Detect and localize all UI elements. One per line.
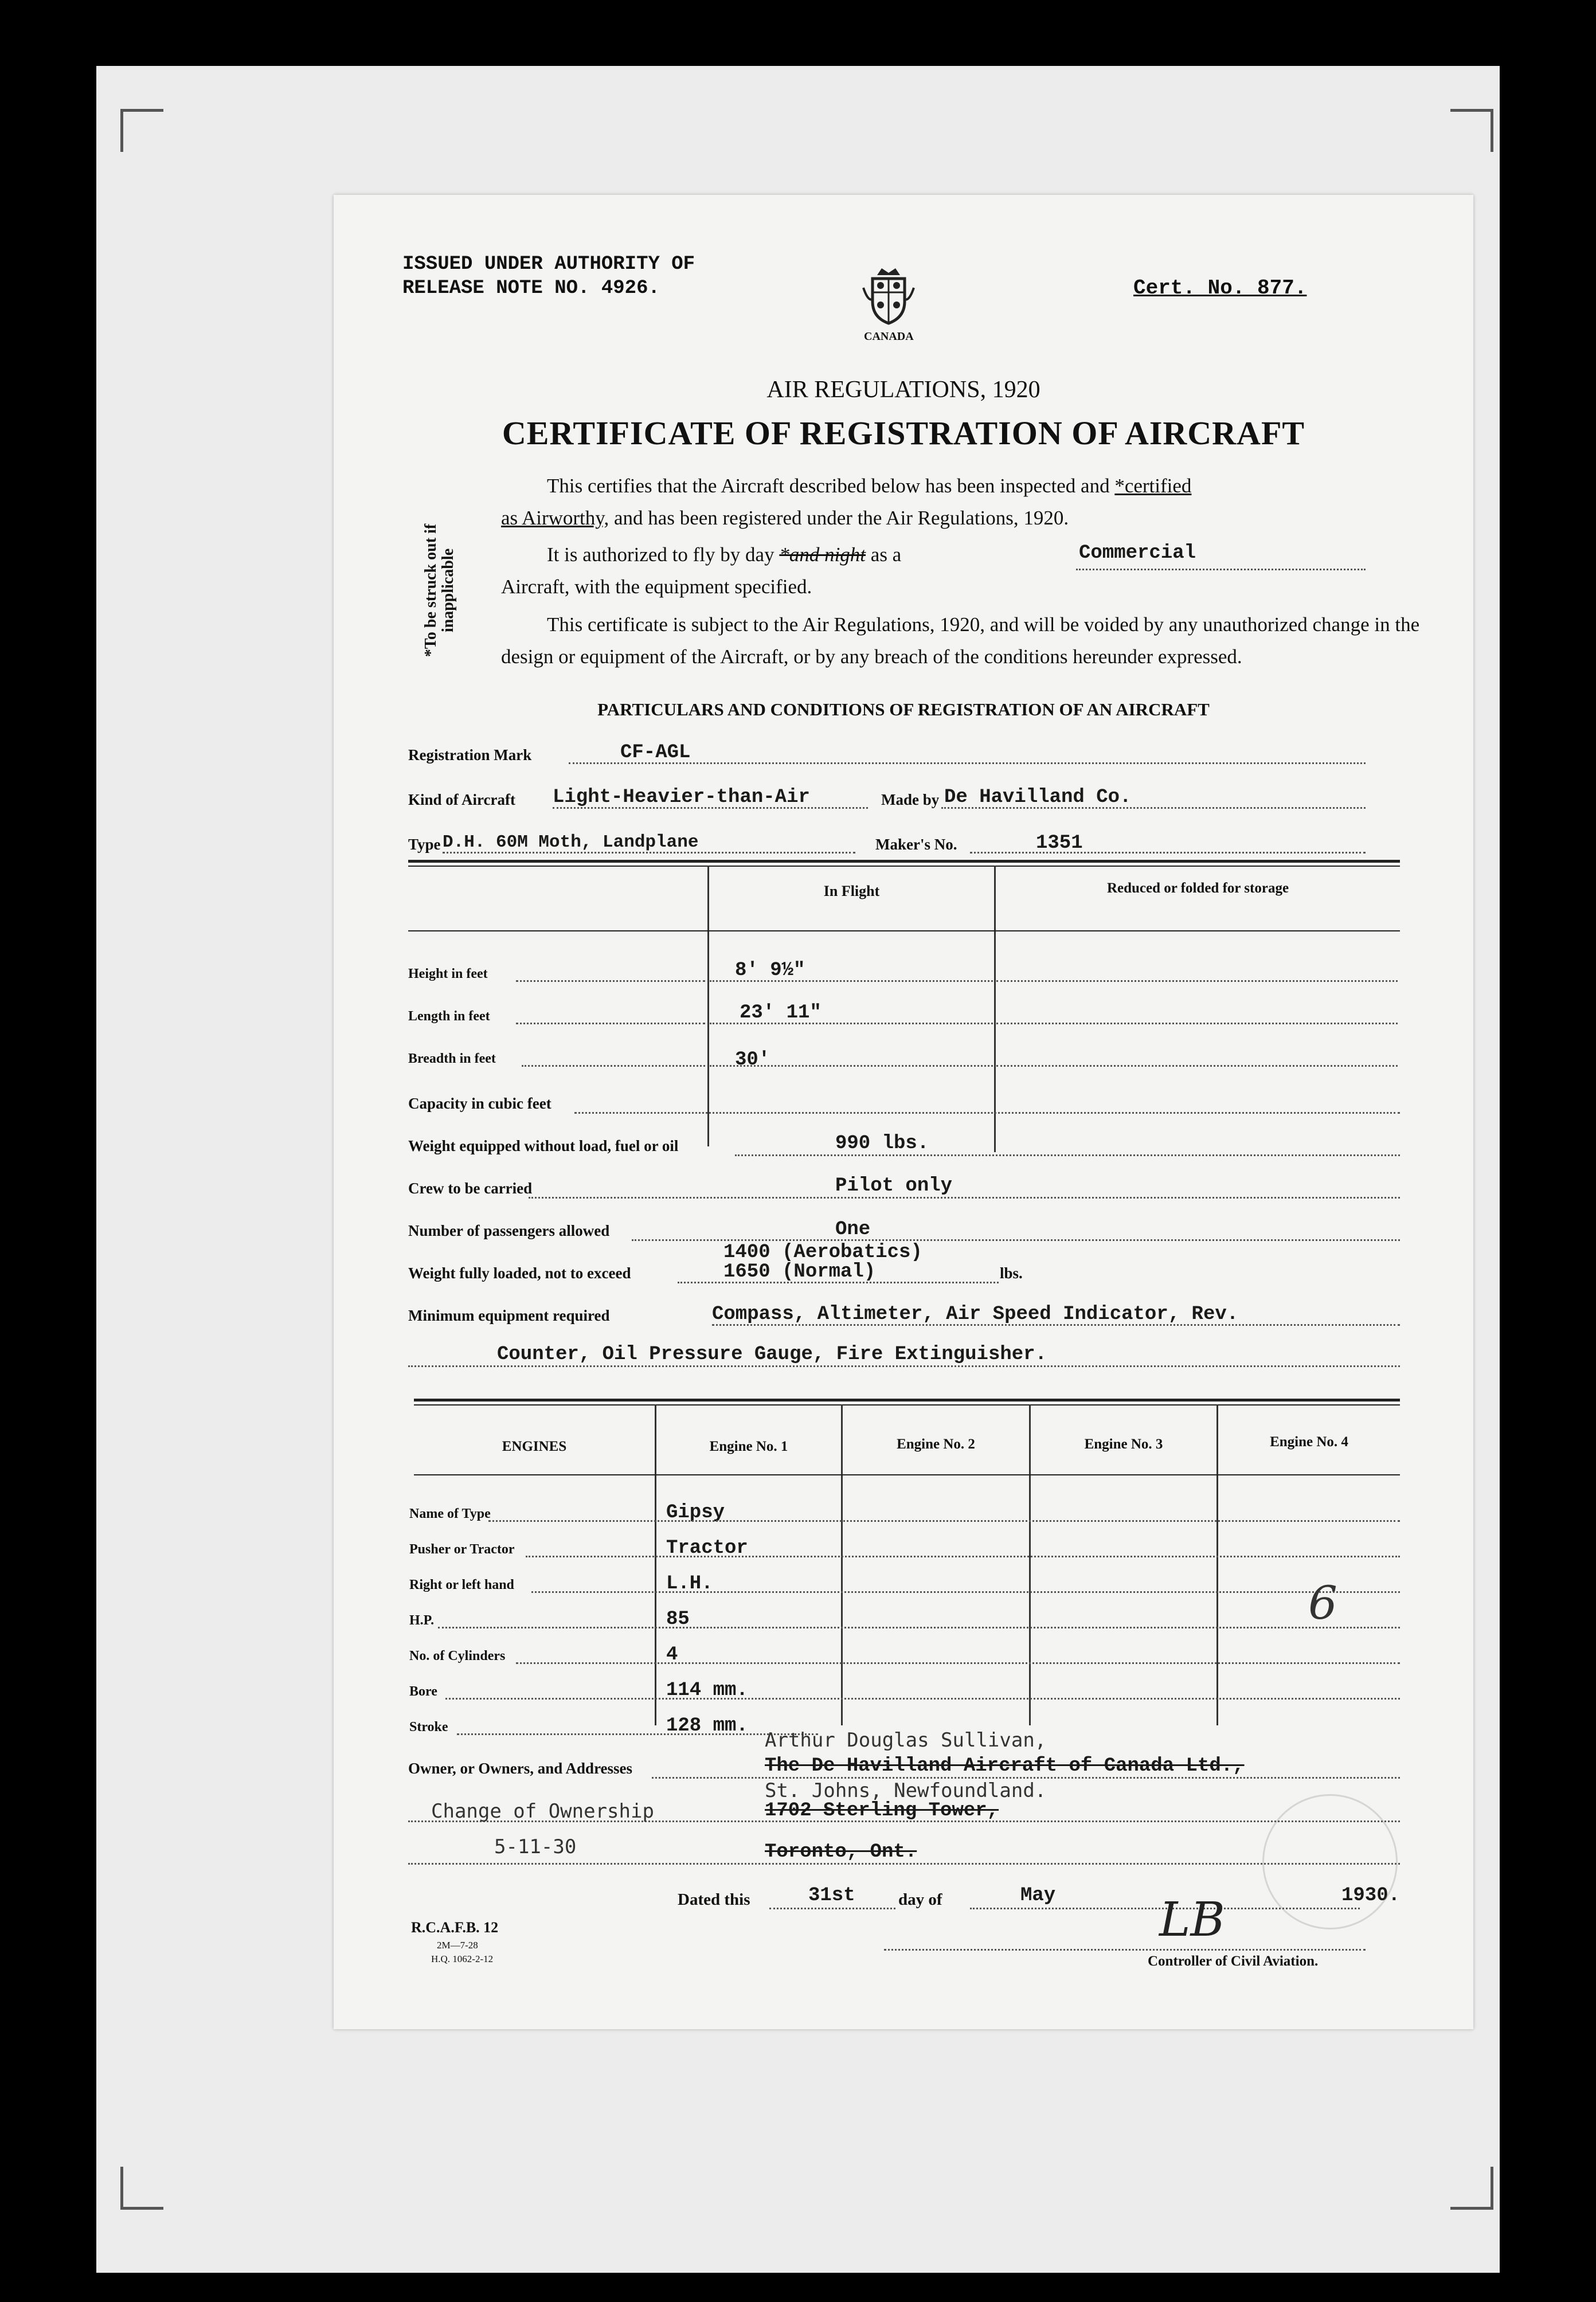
type-dots: [443, 852, 855, 854]
equipment-label: Minimum equipment required: [408, 1307, 610, 1324]
signature-dots: [884, 1949, 1366, 1951]
dimensions-col-divider-2: [994, 866, 996, 1152]
height-label: Height in feet: [408, 966, 488, 981]
registration-value: CF-AGL: [620, 742, 691, 764]
weight-aerobatics: 1400 (Aerobatics): [723, 1242, 922, 1263]
engine-row-label-hp: H.P.: [409, 1613, 435, 1628]
equipment-line-2: Counter, Oil Pressure Gauge, Fire Extinguisher.: [497, 1344, 1047, 1365]
type-label: Type: [408, 836, 441, 853]
made-by-dots: [941, 807, 1366, 809]
engines-col-divider-2: [841, 1404, 843, 1725]
kind-value: Light-Heavier-than-Air: [553, 786, 810, 808]
owner-new-name: Arthur Douglas Sullivan,: [765, 1729, 1047, 1752]
engine1-pusher: Tractor: [666, 1537, 748, 1559]
certificate-title: CERTIFICATE OF REGISTRATION OF AIRCRAFT: [502, 414, 1305, 452]
breadth-dots-b: [710, 1065, 993, 1067]
para2-b: as a: [866, 543, 902, 566]
height-dots-c: [996, 980, 1398, 982]
engines-col-divider-4: [1216, 1404, 1218, 1725]
makers-no-dots: [970, 852, 1366, 854]
col-in-flight: In Flight: [823, 883, 880, 899]
length-dots-a: [516, 1023, 705, 1024]
dimensions-header-rule: [408, 930, 1400, 931]
capacity-label: Capacity in cubic feet: [408, 1095, 551, 1112]
weight-full-label: Weight fully loaded, not to exceed: [408, 1264, 631, 1282]
registration-dots: [569, 762, 1366, 764]
kind-label: Kind of Aircraft: [408, 791, 515, 808]
engine-row-label-type: Name of Type: [409, 1506, 491, 1521]
intro-paragraph-3: This certificate is subject to the Air Regulations, 1920, and will be voided by any unauthorized change in the design or equipment of the Aircraft, or by any breach of the conditions hereunder expressed.: [501, 613, 1420, 668]
engine-col-1: Engine No. 1: [709, 1439, 788, 1454]
passengers-value: One: [835, 1219, 871, 1240]
issued-line-1: ISSUED UNDER AUTHORITY OF: [402, 253, 695, 275]
engine1-bore: 114 mm.: [666, 1679, 748, 1701]
dated-year: 1930.: [1341, 1885, 1401, 1906]
print-code-1: 2M—7-28: [437, 1940, 478, 1951]
height-dots-a: [516, 980, 705, 982]
signature-initials: LB: [1159, 1893, 1225, 1947]
engine-row-dots-cylinders: [516, 1662, 1400, 1664]
made-by-label: Made by: [881, 791, 940, 808]
owner-new-address: St. Johns, Newfoundland.: [765, 1779, 1047, 1802]
controller-label: Controller of Civil Aviation.: [1148, 1953, 1319, 1969]
engine-col-3: Engine No. 3: [1084, 1436, 1163, 1452]
para1-d: and has been registered under the Air Regulations, 1920.: [609, 507, 1069, 529]
weight-full-values: [723, 1243, 922, 1282]
engine-row-dots-bore: [445, 1698, 1400, 1700]
para1-certified: *certified: [1114, 475, 1192, 497]
regulations-heading: AIR REGULATIONS, 1920: [766, 377, 1040, 403]
crest-icon: [860, 265, 917, 328]
owner-old-address-1: 1702 Sterling Tower,: [765, 1800, 999, 1822]
day-of-label: day of: [898, 1890, 942, 1909]
owner-old-name: The De Havilland Aircraft of Canada Ltd.,: [765, 1755, 1245, 1777]
dated-day: 31st: [808, 1885, 855, 1906]
intro-paragraph-2: [547, 539, 901, 571]
para1-a: This certifies that the Aircraft described below has been inspected and: [547, 475, 1115, 497]
side-note-text: *To be struck out if inapplicable: [422, 523, 457, 657]
breadth-dots-a: [522, 1065, 705, 1067]
length-value: 23' 11": [740, 1002, 822, 1024]
length-label: Length in feet: [408, 1009, 490, 1024]
margin-note: 6: [1308, 1576, 1337, 1630]
breadth-dots-c: [996, 1065, 1398, 1067]
breadth-label: Breadth in feet: [408, 1051, 496, 1066]
makers-no-label: Maker's No.: [875, 836, 957, 853]
engine1-stroke: 128 mm.: [666, 1715, 748, 1737]
crest-label: CANADA: [864, 330, 914, 343]
registration-label: Registration Mark: [408, 746, 532, 764]
para2-a: It is authorized to fly by day: [547, 543, 780, 566]
particulars-heading: PARTICULARS AND CONDITIONS OF REGISTRATION OF AN AIRCRAFT: [597, 699, 1210, 719]
flight-type-dots: [1076, 569, 1366, 570]
print-code-2: H.Q. 1062-2-12: [431, 1953, 494, 1964]
dimensions-rule-top-2: [408, 866, 1400, 867]
makers-no-value: 1351: [1036, 832, 1083, 854]
engine-row-label-bore: Bore: [409, 1684, 437, 1699]
height-dots-b: [710, 980, 993, 982]
engine-row-dots-type: [488, 1520, 1400, 1522]
equipment-line-1: Compass, Altimeter, Air Speed Indicator, Rev.: [712, 1303, 1239, 1325]
form-number: R.C.A.F.B. 12: [411, 1919, 499, 1936]
engines-rule-top: [414, 1399, 1400, 1401]
owner-dots-3: [408, 1863, 1400, 1865]
dated-day-dots: [769, 1908, 895, 1909]
engine1-type: Gipsy: [666, 1502, 725, 1524]
engine-row-dots-pusher: [526, 1556, 1400, 1557]
owner-dots-1: [652, 1777, 1400, 1779]
engine-col-2: Engine No. 2: [897, 1436, 975, 1452]
crew-value: Pilot only: [835, 1175, 953, 1197]
kind-dots: [553, 807, 868, 809]
issued-line-2: RELEASE NOTE NO. 4926.: [402, 277, 660, 299]
breadth-value: 30': [735, 1049, 770, 1071]
corner-mark-bottom-right: [1450, 2167, 1493, 2210]
passengers-dots: [632, 1239, 1400, 1241]
weight-full-dots: [678, 1282, 999, 1283]
equipment-dots-1: [712, 1324, 1400, 1326]
passengers-label: Number of passengers allowed: [408, 1222, 610, 1239]
engines-col-divider-3: [1029, 1404, 1031, 1725]
engines-header: ENGINES: [502, 1439, 567, 1454]
engine-row-label-cylinders: No. of Cylinders: [409, 1649, 506, 1663]
dimensions-col-divider-1: [707, 866, 709, 1146]
capacity-dots: [574, 1112, 1400, 1114]
owner-label: Owner, or Owners, and Addresses: [408, 1760, 633, 1777]
intro-paragraph-1: [501, 470, 1418, 534]
para2-struck: *and night: [779, 543, 866, 566]
weight-empty-value: 990 lbs.: [835, 1133, 929, 1154]
engine-row-dots-hand: [531, 1591, 1400, 1593]
type-value: D.H. 60M Moth, Landplane: [443, 832, 699, 852]
weight-normal: 1650 (Normal): [723, 1261, 876, 1283]
engine1-cylinders: 4: [666, 1644, 678, 1666]
change-of-ownership-note: Change of Ownership: [431, 1800, 654, 1823]
weight-empty-dots: [735, 1154, 1400, 1156]
para1-airworthy: as Airworthy,: [501, 507, 609, 529]
engine1-hp: 85: [666, 1608, 690, 1630]
engines-header-rule: [414, 1474, 1400, 1475]
weight-empty-label: Weight equipped without load, fuel or oil: [408, 1137, 679, 1154]
dated-label: Dated this: [678, 1890, 750, 1909]
engine1-hand: L.H.: [666, 1573, 713, 1595]
para2-c: Aircraft, with the equipment specified.: [501, 576, 812, 598]
equipment-dots-2: [408, 1365, 1400, 1367]
engine-col-4: Engine No. 4: [1270, 1434, 1348, 1450]
dimensions-rule-top: [408, 860, 1400, 863]
engine-row-label-pusher: Pusher or Tractor: [409, 1542, 515, 1557]
engine-row-label-hand: Right or left hand: [409, 1577, 514, 1592]
engine-row-label-stroke: Stroke: [409, 1720, 448, 1735]
certificate-document: [334, 195, 1473, 2029]
flight-type-value: Commercial: [1079, 542, 1196, 564]
col-storage: Reduced or folded for storage: [1106, 880, 1289, 896]
height-value: 8' 9½": [735, 960, 805, 981]
crew-dots: [529, 1197, 1400, 1199]
length-dots-c: [996, 1023, 1398, 1024]
corner-mark-top-right: [1450, 109, 1493, 152]
crew-label: Crew to be carried: [408, 1180, 533, 1197]
certificate-number: Cert. No. 877.: [1133, 276, 1307, 300]
weight-unit: lbs.: [1000, 1264, 1023, 1282]
seal-stamp-icon: [1262, 1794, 1401, 1929]
corner-mark-bottom-left: [120, 2167, 163, 2210]
engine-row-dots-hp: [438, 1627, 1400, 1628]
owner-old-address-2: Toronto, Ont.: [765, 1841, 917, 1863]
made-by-value: De Havilland Co.: [944, 786, 1132, 808]
release-note: [402, 252, 695, 300]
engines-rule-top-2: [414, 1404, 1400, 1406]
corner-mark-top-left: [120, 109, 163, 152]
engine-row-dots-stroke: [457, 1733, 818, 1735]
side-note: [423, 487, 457, 694]
length-dots-b: [710, 1023, 993, 1024]
change-date: 5-11-30: [494, 1835, 577, 1858]
dated-month: May: [1020, 1885, 1056, 1906]
